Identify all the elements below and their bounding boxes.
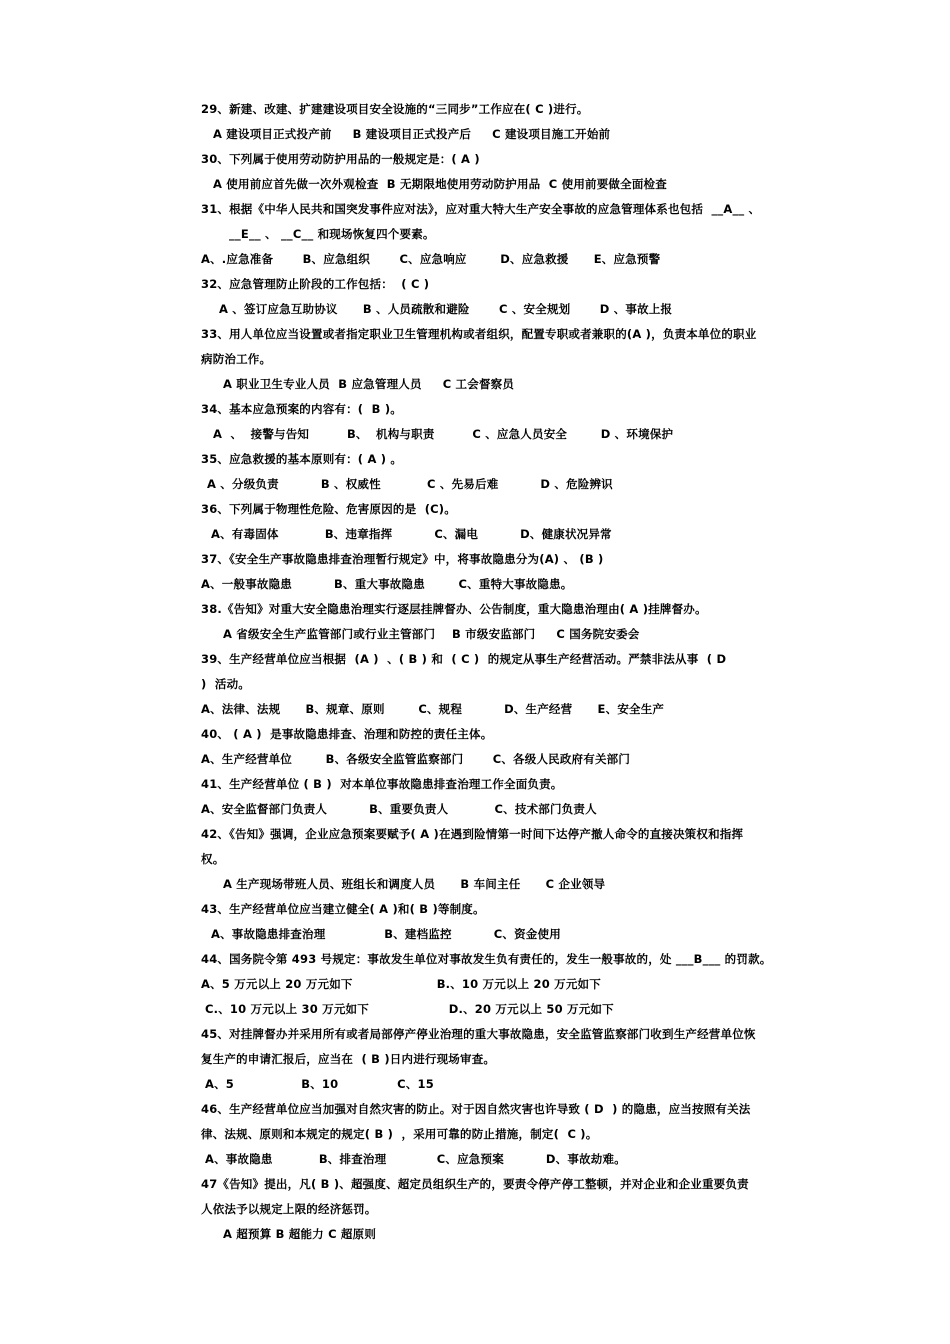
text-line: 32、应急管理防止阶段的工作包括： ( C )	[201, 277, 430, 291]
text-line: 42、《告知》强调，企业应急预案要赋予( A )在遇到险情第一时间下达停产撤人命令的直接决策权和指挥	[201, 827, 744, 841]
text-line: A 超预算 B 超能力 C 超原则	[223, 1227, 377, 1241]
text-line: 35、应急救援的基本原则有：( A ) 。	[201, 452, 403, 466]
text-line: A、事故隐患排查治理 B、建档监控 C、资金使用	[211, 927, 561, 941]
text-line: A、一般事故隐患 B、重大事故隐患 C、重特大事故隐患。	[201, 577, 573, 591]
text-line: 病防治工作。	[201, 352, 272, 366]
text-line: A、5 B、10 C、15	[205, 1077, 434, 1091]
text-line: A 省级安全生产监管部门或行业主管部门 B 市级安监部门 C 国务院安委会	[223, 627, 640, 641]
text-line: C.、10 万元以上 30 万元如下 D.、20 万元以上 50 万元如下	[205, 1002, 614, 1016]
text-line: 律、法规、原则和本规定的规定( B ) ，采用可靠的防止措施，制定( C )。	[201, 1127, 598, 1141]
text-line: 41、生产经营单位 ( B ) 对本单位事故隐患排查治理工作全面负责。	[201, 777, 563, 791]
text-line: 39、生产经营单位应当根据 (A ) 、( B ) 和 ( C ) 的规定从事生产经营活动。严禁非法从事 ( D	[201, 652, 727, 666]
text-line: A 生产现场带班人员、班组长和调度人员 B 车间主任 C 企业领导	[223, 877, 606, 891]
text-line: __E__ 、 __C__ 和现场恢复四个要素。	[229, 227, 435, 241]
text-line: 31、根据《中华人民共和国突发事件应对法》，应对重大特大生产安全事故的应急管理体系也包括 __A__ 、	[201, 202, 761, 216]
text-line: A、生产经营单位 B、各级安全监管监察部门 C、各级人民政府有关部门	[201, 752, 631, 766]
text-line: 38.《告知》对重大安全隐患治理实行逐层挂牌督办、公告制度，重大隐患治理由( A )挂牌督办。	[201, 602, 707, 616]
text-line: 36、下列属于物理性危险、危害原因的是 (C)。	[201, 502, 456, 516]
text-line: A 、分级负责 B 、权威性 C 、先易后难 D 、危险辨识	[207, 477, 613, 491]
text-line: 33、用人单位应当设置或者指定职业卫生管理机构或者组织，配置专职或者兼职的(A )，负责本单位的职业	[201, 327, 757, 341]
text-line: A、5 万元以上 20 万元如下 B.、10 万元以上 20 万元如下	[201, 977, 601, 991]
text-line: 人依法予以规定上限的经济惩罚。	[201, 1202, 377, 1216]
text-line: 44、国务院令第 493 号规定：事故发生单位对事故发生负有责任的，发生一般事故的，处 ___B___ 的罚款。	[201, 952, 772, 966]
text-line: 45、对挂牌督办并采用所有或者局部停产停业治理的重大事故隐患，安全监管监察部门收到生产经营单位恢	[201, 1027, 756, 1041]
text-line: A 使用前应首先做一次外观检查 B 无期限地使用劳动防护用品 C 使用前要做全面检查	[213, 177, 667, 191]
text-line: A 、签订应急互助协议 B 、人员疏散和避险 C 、安全规划 D 、事故上报	[219, 302, 673, 316]
text-line: ) 活动。	[201, 677, 250, 691]
text-line: 34、基本应急预案的内容有：( B )。	[201, 402, 402, 416]
text-line: 权。	[201, 852, 225, 866]
text-line: A、法律、法规 B、规章、原则 C、规程 D、生产经营 E、安全生产	[201, 702, 665, 716]
text-line: A 、 接警与告知 B、 机构与职责 C 、应急人员安全 D 、环境保护	[213, 427, 674, 441]
text-line: 复生产的申请汇报后，应当在 ( B )日内进行现场审查。	[201, 1052, 496, 1066]
text-line: A、.应急准备 B、应急组织 C、应急响应 D、应急救援 E、应急预警	[201, 252, 661, 266]
text-line: 46、生产经营单位应当加强对自然灾害的防止。对于因自然灾害也许导致 ( D ) 的隐患，应当按照有关法	[201, 1102, 751, 1116]
text-line: A、事故隐患 B、排查治理 C、应急预案 D、事故劫难。	[205, 1152, 626, 1166]
text-line: A、有毒固体 B、违章指挥 C、漏电 D、健康状况异常	[211, 527, 612, 541]
text-line: 37、《安全生产事故隐患排查治理暂行规定》中，将事故隐患分为(A) 、 (B )	[201, 552, 604, 566]
text-line: A 职业卫生专业人员 B 应急管理人员 C 工会督察员	[223, 377, 515, 391]
text-line: A、安全监督部门负责人 B、重要负责人 C、技术部门负责人	[201, 802, 597, 816]
text-line: A 建设项目正式投产前 B 建设项目正式投产后 C 建设项目施工开始前	[213, 127, 611, 141]
text-line: 40、 ( A ) 是事故隐患排查、治理和防控的责任主体。	[201, 727, 493, 741]
text-line: 29、新建、改建、扩建建设项目安全设施的“三同步”工作应在( C )进行。	[201, 102, 589, 116]
text-line: 47《告知》提出，凡( B )、超强度、超定员组织生产的，要责令停产停工整顿，并对企业和企业重要负责	[201, 1177, 749, 1191]
text-line: 30、下列属于使用劳动防护用品的一般规定是：( A )	[201, 152, 480, 166]
text-line: 43、生产经营单位应当建立健全( A )和( B )等制度。	[201, 902, 485, 916]
